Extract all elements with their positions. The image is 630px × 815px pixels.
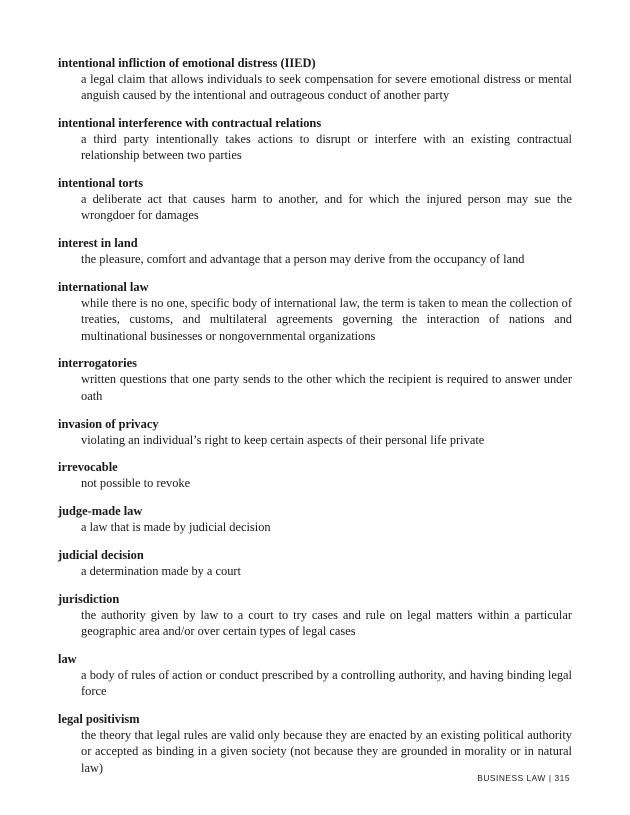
glossary-term: intentional interference with contractual relations [58, 116, 322, 131]
glossary-entry [58, 55, 572, 104]
glossary-entry [58, 115, 572, 164]
glossary-definition: a deliberate act that causes harm to another, and for which the injured person may sue the wrongdoer for damages [81, 192, 572, 223]
glossary-definition: the theory that legal rules are valid only because they are enacted by an existing political authority or accepted as binding in a given society (not because they are grounded in morality or in natural law) [81, 727, 572, 775]
glossary-entry [58, 503, 572, 535]
glossary-entry [58, 279, 572, 344]
glossary-term: international law [58, 280, 149, 295]
page-number: 315 [554, 773, 570, 783]
glossary-entry [58, 651, 572, 700]
glossary-definition: a third party intentionally takes actions to disrupt or interfere with an existing contractual relationship between two parties [81, 132, 572, 163]
glossary-definition: the pleasure, comfort and advantage that a person may derive from the occupancy of land [81, 252, 525, 267]
glossary-term: irrevocable [58, 460, 118, 475]
glossary-definition: written questions that one party sends to the other which the recipient is required to answer under oath [81, 372, 572, 403]
footer-separator: | [548, 773, 552, 783]
glossary-definition: a body of rules of action or conduct prescribed by a controlling authority, and having binding legal force [81, 667, 572, 699]
glossary-term: legal positivism [58, 711, 140, 726]
glossary-term: law [58, 651, 77, 666]
glossary-definition: the authority given by law to a court to try cases and rule on legal matters within a particular geographic area and/or over certain types of legal cases [81, 607, 572, 639]
glossary-term: intentional torts [58, 176, 144, 191]
glossary-term: judicial decision [58, 547, 144, 562]
glossary-term: interest in land [58, 236, 138, 251]
glossary-definition: a law that is made by judicial decision [81, 520, 271, 535]
glossary-entry [58, 175, 572, 224]
page-footer [477, 773, 570, 783]
glossary-entry [58, 459, 572, 491]
glossary-definition: not possible to revoke [81, 476, 191, 491]
glossary-term: interrogatories [58, 356, 137, 371]
glossary-entry [58, 416, 572, 448]
glossary-term: judge-made law [58, 504, 143, 519]
glossary-page [58, 55, 572, 787]
glossary-term: jurisdiction [58, 591, 120, 606]
glossary-term: invasion of privacy [58, 416, 159, 431]
glossary-entry [58, 355, 572, 404]
glossary-definition: violating an individual’s right to keep certain aspects of their personal life private [81, 432, 485, 447]
glossary-entry [58, 547, 572, 579]
glossary-definition: while there is no one, specific body of international law, the term is taken to mean the collection of treaties, customs, and multilateral agreements governing the interaction of nations and multinational businesses or nongovernmental organizations [81, 296, 572, 343]
glossary-entry [58, 591, 572, 640]
glossary-definition: a legal claim that allows individuals to seek compensation for severe emotional distress or mental anguish caused by the intentional and outrageous conduct of another party [81, 72, 572, 103]
glossary-definition: a determination made by a court [81, 563, 241, 578]
book-title: BUSINESS LAW [477, 773, 546, 783]
glossary-entry [58, 711, 572, 776]
glossary-entry [58, 235, 572, 267]
glossary-term: intentional infliction of emotional distress (IIED) [58, 56, 316, 70]
